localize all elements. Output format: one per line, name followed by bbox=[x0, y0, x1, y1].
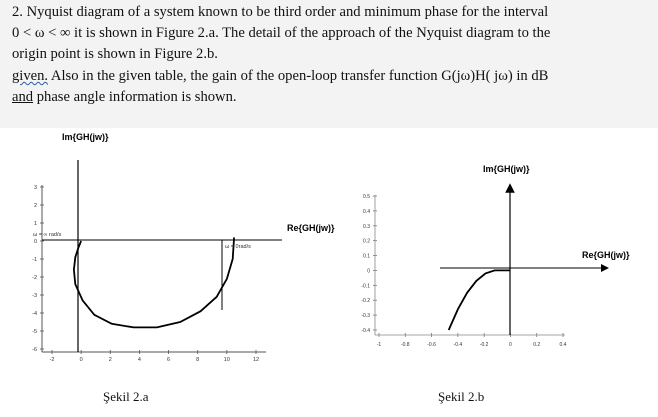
figure-b-nyquist-curve bbox=[449, 270, 511, 330]
figure-b-x-tick-label: -0.6 bbox=[427, 342, 436, 348]
omega-zero-label: ω = 0rad/s bbox=[225, 244, 251, 250]
figure-a-y-tick-label: -1 bbox=[32, 257, 37, 263]
figure-a-x-tick-label: 8 bbox=[196, 357, 200, 363]
figure-a-x-tick-label: 12 bbox=[252, 357, 260, 363]
figure-a bbox=[32, 132, 335, 363]
figure-a-caption: Şekil 2.a bbox=[103, 389, 149, 404]
figure-b-y-tick-label: -0.4 bbox=[361, 328, 370, 334]
figure-b-x-tick-label: 0.2 bbox=[533, 342, 541, 348]
spellcheck-word: given. bbox=[12, 68, 49, 84]
figure-b-y-tick-label: -0.2 bbox=[361, 298, 370, 305]
figure-a-y-tick-label: -5 bbox=[32, 329, 37, 335]
figure-b-im-label: Im{GH(jw)} bbox=[483, 164, 530, 174]
figure-b bbox=[361, 164, 630, 348]
figure-b-x-tick-label: -0.2 bbox=[479, 342, 489, 348]
figure-a-y-tick-label: -4 bbox=[32, 311, 37, 317]
figure-b-x-tick-label: 0.4 bbox=[559, 342, 567, 348]
figure-a-y-tick-label: 0 bbox=[33, 239, 37, 245]
underlined-word: and bbox=[12, 89, 34, 105]
figure-a-y-tick-label: -3 bbox=[32, 293, 37, 299]
figure-b-y-tick-label: 0.2 bbox=[363, 238, 370, 245]
figure-a-im-label: Im{GH(jw)} bbox=[62, 132, 109, 142]
figure-a-re-label: Re{GH(jw)} bbox=[287, 223, 335, 233]
figure-a-y-tick-label: -6 bbox=[32, 347, 37, 353]
paragraph-line-2: 0 < ω < ∞ it is shown in Figure 2.a. The detail of the approach of the Nyquist diagram to the bbox=[12, 25, 551, 41]
figure-a-y-tick-label: 3 bbox=[33, 185, 37, 191]
figure-b-y-tick-label: 0.4 bbox=[363, 208, 370, 215]
figure-b-y-tick-label: 0.3 bbox=[363, 223, 370, 230]
figure-a-x-tick-label: 0 bbox=[79, 357, 83, 363]
figure-a-y-tick-label: 2 bbox=[33, 203, 37, 209]
figure-a-x-tick-label: 10 bbox=[223, 357, 230, 363]
paragraph-line-1: 2. Nyquist diagram of a system known to be third order and minimum phase for the interval bbox=[12, 4, 549, 20]
figure-a-y-tick-label: -2 bbox=[32, 275, 37, 281]
omega-infinity-label: ω = ∞ rad/s bbox=[33, 232, 62, 238]
figure-b-x-tick-label: -0.8 bbox=[400, 342, 410, 348]
figure-a-x-tick-label: 4 bbox=[137, 357, 141, 363]
figure-a-x-tick-label: 6 bbox=[167, 357, 171, 363]
paragraph-line-3: origin point is shown in Figure 2.b. bbox=[12, 46, 218, 62]
figure-b-x-tick-label: -1 bbox=[376, 342, 382, 348]
figure-b-y-tick-label: 0.5 bbox=[363, 194, 370, 200]
figure-b-y-tick-label: 0.1 bbox=[363, 253, 370, 260]
figure-b-y-tick-label: 0 bbox=[367, 268, 370, 275]
figure-b-caption: Şekil 2.b bbox=[438, 389, 485, 404]
figure-b-x-tick-label: 0 bbox=[509, 342, 512, 348]
figure-b-y-tick-label: -0.1 bbox=[361, 283, 370, 290]
figure-b-x-tick-label: -0.4 bbox=[453, 342, 463, 348]
figure-b-re-label: Re{GH(jw)} bbox=[582, 250, 630, 260]
figure-a-y-tick-label: 1 bbox=[33, 221, 37, 227]
figure-a-nyquist-curve bbox=[74, 237, 234, 327]
paragraph-line-4-rest: Also in the given table, the gain of the open-loop transfer function G(jω)H( jω) in dB bbox=[48, 68, 549, 84]
figure-a-x-tick-label: -2 bbox=[49, 357, 55, 363]
figure-a-x-tick-label: 2 bbox=[108, 357, 112, 363]
figure-b-y-tick-label: -0.3 bbox=[361, 313, 370, 320]
paragraph-line-5-rest: phase angle information is shown. bbox=[33, 89, 237, 105]
